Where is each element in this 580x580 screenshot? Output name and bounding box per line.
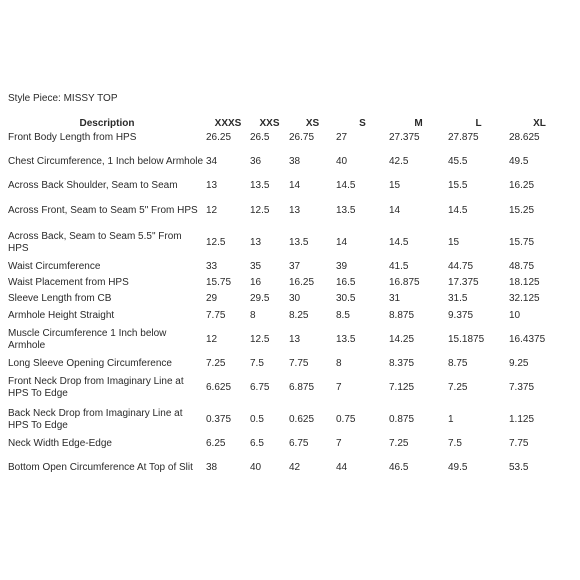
row-description: Muscle Circumference 1 Inch below Armhole: [8, 327, 167, 351]
measurement-cell: 7.75: [509, 438, 529, 450]
table-row: [8, 227, 570, 259]
row-description: Armhole Height Straight: [8, 309, 115, 321]
measurement-cell: 27.875: [448, 132, 479, 144]
row-description: Long Sleeve Opening Circumference: [8, 357, 172, 369]
header-size-s: S: [359, 117, 366, 129]
measurement-cell: 10: [509, 309, 521, 321]
measurement-cell: 6.75: [250, 382, 270, 394]
header-size-xxs: XXS: [259, 117, 280, 129]
measurement-cell: 15.5: [448, 180, 468, 192]
header-description: Description: [79, 117, 135, 129]
measurement-cell: 8: [250, 309, 256, 321]
measurement-cell: 42.5: [389, 156, 409, 168]
measurement-cell: 7.25: [448, 382, 468, 394]
table-row: [8, 307, 570, 323]
measurement-cell: 37: [289, 260, 301, 272]
measurement-cell: 0.75: [336, 414, 356, 426]
measurement-cell: 0.5: [250, 414, 264, 426]
measurement-cell: 39: [336, 260, 348, 272]
measurement-cell: 46.5: [389, 462, 409, 474]
measurement-cell: 13.5: [289, 236, 309, 248]
measurement-cell: 41.5: [389, 260, 409, 272]
measurement-cell: 40: [250, 462, 262, 474]
table-row: [8, 259, 570, 275]
measurement-cell: 13.5: [336, 333, 356, 345]
measurement-cell: 14.5: [336, 180, 356, 192]
measurement-cell: 16.4375: [509, 333, 546, 345]
measurement-cell: 0.875: [389, 414, 415, 426]
table-row: [8, 404, 570, 436]
measurement-cell: 0.375: [206, 414, 232, 426]
row-description: Front Body Length from HPS: [8, 132, 137, 144]
measurement-cell: 7.5: [448, 438, 462, 450]
table-header-row: [8, 117, 570, 130]
measurement-cell: 34: [206, 156, 218, 168]
measurement-cell: 6.25: [206, 438, 226, 450]
table-row: [8, 275, 570, 291]
table-row: [8, 130, 570, 146]
header-size-l: L: [475, 117, 482, 129]
measurement-cell: 30: [289, 293, 301, 305]
measurement-cell: 32.125: [509, 293, 540, 305]
table-row: [8, 452, 570, 484]
measurement-cell: 16.875: [389, 277, 420, 289]
row-description: Bottom Open Circumference At Top of Slit: [8, 462, 193, 474]
measurement-cell: 14: [336, 236, 348, 248]
measurement-cell: 16.25: [509, 180, 535, 192]
measurement-cell: 14: [389, 204, 401, 216]
measurement-cell: 14: [289, 180, 301, 192]
measurement-cell: 9.375: [448, 309, 474, 321]
measurement-cell: 13: [250, 236, 262, 248]
measurement-cell: 8: [336, 357, 342, 369]
measurement-cell: 13: [289, 204, 301, 216]
measurement-cell: 9.25: [509, 357, 529, 369]
measurement-cell: 13.5: [336, 204, 356, 216]
style-piece-label: Style Piece: MISSY TOP: [8, 93, 118, 104]
table-row: [8, 195, 570, 227]
measurement-cell: 6.625: [206, 382, 232, 394]
measurement-cell: 40: [336, 156, 348, 168]
measurement-cell: 7.75: [289, 357, 309, 369]
measurement-cell: 7.75: [206, 309, 226, 321]
measurement-cell: 15.1875: [448, 333, 485, 345]
measurement-cell: 15: [448, 236, 460, 248]
measurement-cell: 13.5: [250, 180, 270, 192]
row-description: Waist Placement from HPS: [8, 277, 129, 289]
measurement-cell: 29: [206, 293, 218, 305]
row-description: Back Neck Drop from Imaginary Line at HPS To Edge: [8, 408, 183, 432]
measurement-cell: 14.25: [389, 333, 415, 345]
measurement-cell: 30.5: [336, 293, 356, 305]
measurement-cell: 27: [336, 132, 348, 144]
measurement-cell: 1: [448, 414, 454, 426]
table-row: [8, 372, 570, 404]
measurement-cell: 12: [206, 333, 218, 345]
measurement-cell: 15: [389, 180, 401, 192]
header-size-xxxs: XXXS: [214, 117, 242, 129]
measurement-cell: 38: [206, 462, 218, 474]
measurement-cell: 12.5: [250, 333, 270, 345]
measurement-cell: 53.5: [509, 462, 529, 474]
measurement-cell: 26.25: [206, 132, 232, 144]
measurement-cell: 7.5: [250, 357, 264, 369]
measurement-cell: 6.875: [289, 382, 315, 394]
measurement-cell: 7.25: [389, 438, 409, 450]
measurement-cell: 6.5: [250, 438, 264, 450]
measurement-cell: 12.5: [206, 236, 226, 248]
measurement-cell: 16.25: [289, 277, 315, 289]
measurement-cell: 16: [250, 277, 262, 289]
measurement-cell: 26.5: [250, 132, 270, 144]
measurement-cell: 31: [389, 293, 401, 305]
measurement-cell: 15.75: [509, 236, 535, 248]
row-description: Waist Circumference: [8, 260, 101, 272]
measurement-cell: 8.375: [389, 357, 415, 369]
measurement-cell: 12: [206, 204, 218, 216]
row-description: Chest Circumference, 1 Inch below Armhole: [8, 156, 204, 168]
measurement-cell: 27.375: [389, 132, 420, 144]
measurement-cell: 29.5: [250, 293, 270, 305]
table-row: [8, 291, 570, 307]
measurement-cell: 14.5: [389, 236, 409, 248]
measurement-cell: 31.5: [448, 293, 468, 305]
header-size-xs: XS: [305, 117, 320, 129]
table-row: [8, 324, 570, 356]
row-description: Neck Width Edge-Edge: [8, 438, 112, 450]
measurement-cell: 1.125: [509, 414, 535, 426]
measurement-cell: 17.375: [448, 277, 479, 289]
measurement-cell: 44.75: [448, 260, 474, 272]
measurement-cell: 7.125: [389, 382, 415, 394]
measurement-cell: 28.625: [509, 132, 540, 144]
measurement-cell: 7: [336, 382, 342, 394]
row-description: Across Front, Seam to Seam 5" From HPS: [8, 204, 198, 216]
measurement-cell: 13: [206, 180, 218, 192]
measurement-cell: 38: [289, 156, 301, 168]
measurement-cell: 36: [250, 156, 262, 168]
table-row: [8, 178, 570, 194]
measurement-cell: 8.75: [448, 357, 468, 369]
measurement-cell: 16.5: [336, 277, 356, 289]
measurement-cell: 7.375: [509, 382, 535, 394]
measurement-cell: 13: [289, 333, 301, 345]
table-row: [8, 436, 570, 452]
measurement-cell: 49.5: [448, 462, 468, 474]
row-description: Sleeve Length from CB: [8, 293, 112, 305]
measurement-cell: 15.25: [509, 204, 535, 216]
measurement-cell: 0.625: [289, 414, 315, 426]
header-size-m: M: [414, 117, 423, 129]
measurement-cell: 48.75: [509, 260, 535, 272]
measurement-cell: 18.125: [509, 277, 540, 289]
measurement-cell: 35: [250, 260, 262, 272]
table-row: [8, 356, 570, 372]
measurement-cell: 26.75: [289, 132, 315, 144]
measurement-cell: 6.75: [289, 438, 309, 450]
measurement-cell: 42: [289, 462, 301, 474]
table-body: [8, 130, 570, 484]
measurement-cell: 8.875: [389, 309, 415, 321]
row-description: Across Back, Seam to Seam 5.5" From HPS: [8, 230, 182, 254]
table-row: [8, 146, 570, 178]
measurement-cell: 33: [206, 260, 218, 272]
measurement-cell: 7: [336, 438, 342, 450]
row-description: Across Back Shoulder, Seam to Seam: [8, 180, 178, 192]
header-size-xl: XL: [533, 117, 546, 129]
measurement-cell: 45.5: [448, 156, 468, 168]
size-spec-table: [8, 117, 570, 484]
measurement-cell: 8.25: [289, 309, 309, 321]
measurement-cell: 8.5: [336, 309, 350, 321]
measurement-cell: 44: [336, 462, 348, 474]
measurement-cell: 49.5: [509, 156, 529, 168]
measurement-cell: 12.5: [250, 204, 270, 216]
measurement-cell: 15.75: [206, 277, 232, 289]
measurement-cell: 14.5: [448, 204, 468, 216]
row-description: Front Neck Drop from Imaginary Line at HPS To Edge: [8, 376, 184, 400]
measurement-cell: 7.25: [206, 357, 226, 369]
